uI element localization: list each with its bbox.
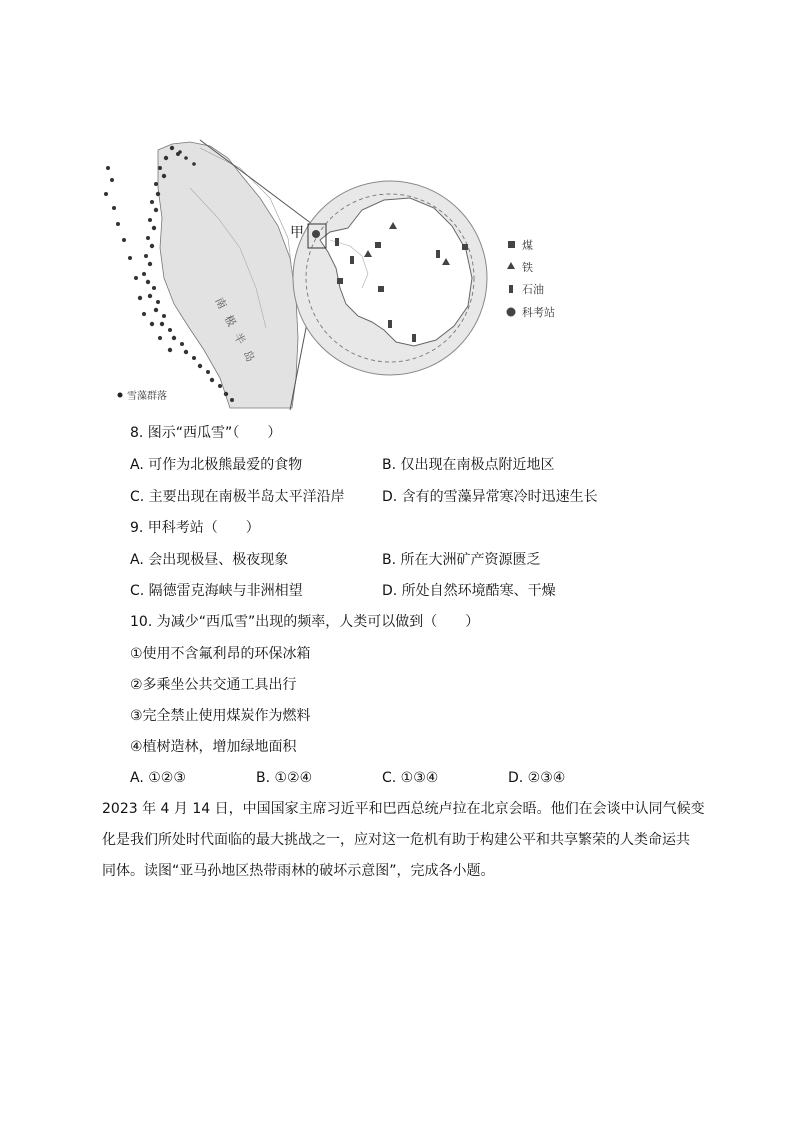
coal-icon bbox=[508, 241, 515, 248]
passage bbox=[102, 800, 705, 893]
question-9-option-b: B. 所在大洲矿产资源匮乏 bbox=[382, 552, 541, 568]
question-8-option-c: C. 主要出现在南极半岛太平洋沿岸 bbox=[130, 489, 345, 505]
question-10-stem: 10. 为减少“西瓜雪”出现的频率，人类可以做到（ ） bbox=[130, 614, 480, 630]
question-10-option-c: C. ①③④ bbox=[382, 770, 439, 786]
question-10-item-4: ④植树造林，增加绿地面积 bbox=[130, 739, 297, 755]
question-10-option-d: D. ②③④ bbox=[508, 770, 566, 786]
question-8-option-b: B. 仅出现在南极点附近地区 bbox=[382, 457, 555, 473]
passage-line-2: 化是我们所处时代面临的最大挑战之一，应对这一危机有助于构建公平和共享繁荣的人类命运共 bbox=[102, 832, 690, 848]
antarctica-circle-map bbox=[290, 181, 487, 375]
algae-colony-icon bbox=[118, 393, 123, 398]
question-9-option-d: D. 所处自然环境酷寒、干燥 bbox=[382, 583, 556, 599]
question-10-item-3: ③完全禁止使用煤炭作为燃料 bbox=[130, 708, 311, 724]
legend-station-label: 科考站 bbox=[522, 306, 555, 319]
iron-icon bbox=[507, 262, 515, 269]
oil-icon bbox=[509, 285, 513, 293]
question-10-item-2: ②多乘坐公共交通工具出行 bbox=[130, 677, 297, 693]
question-10-option-b: B. ①②④ bbox=[256, 770, 313, 786]
legend-coal-label: 煤 bbox=[522, 239, 533, 252]
question-9-option-a: A. 会出现极昼、极夜现象 bbox=[130, 552, 289, 568]
passage-line-1: 2023 年 4 月 14 日，中国国家主席习近平和巴西总统卢拉在北京会晤。他们在会谈中认同气候变 bbox=[102, 801, 705, 817]
map-legend bbox=[507, 238, 556, 319]
station-icon bbox=[507, 308, 516, 317]
question-9-stem: 9. 甲科考站（ ） bbox=[130, 520, 260, 536]
question-8-stem: 8. 图示“西瓜雪”（ ） bbox=[130, 425, 282, 441]
algae-colony-legend-label: 雪藻群落 bbox=[127, 391, 167, 402]
question-10-option-a: A. ①②③ bbox=[130, 770, 186, 786]
research-station-marker bbox=[312, 230, 320, 238]
question-9-option-c: C. 隔德雷克海峡与非洲相望 bbox=[130, 583, 303, 599]
antarctica-map-figure bbox=[100, 128, 580, 413]
question-10-item-1: ①使用不含氟利昂的环保冰箱 bbox=[130, 646, 311, 662]
passage-line-3: 同体。读图“亚马孙地区热带雨林的破坏示意图”，完成各小题。 bbox=[102, 863, 495, 879]
peninsula-inset bbox=[100, 128, 300, 413]
question-8-option-a: A. 可作为北极熊最爱的食物 bbox=[130, 457, 303, 473]
legend-iron-label: 铁 bbox=[522, 261, 533, 274]
legend-oil-label: 石油 bbox=[522, 283, 544, 296]
station-jia-label: 甲 bbox=[290, 225, 304, 241]
peninsula-label: 南极半岛 bbox=[212, 295, 262, 373]
question-8-option-d: D. 含有的雪藻异常寒冷时迅速生长 bbox=[382, 489, 598, 505]
